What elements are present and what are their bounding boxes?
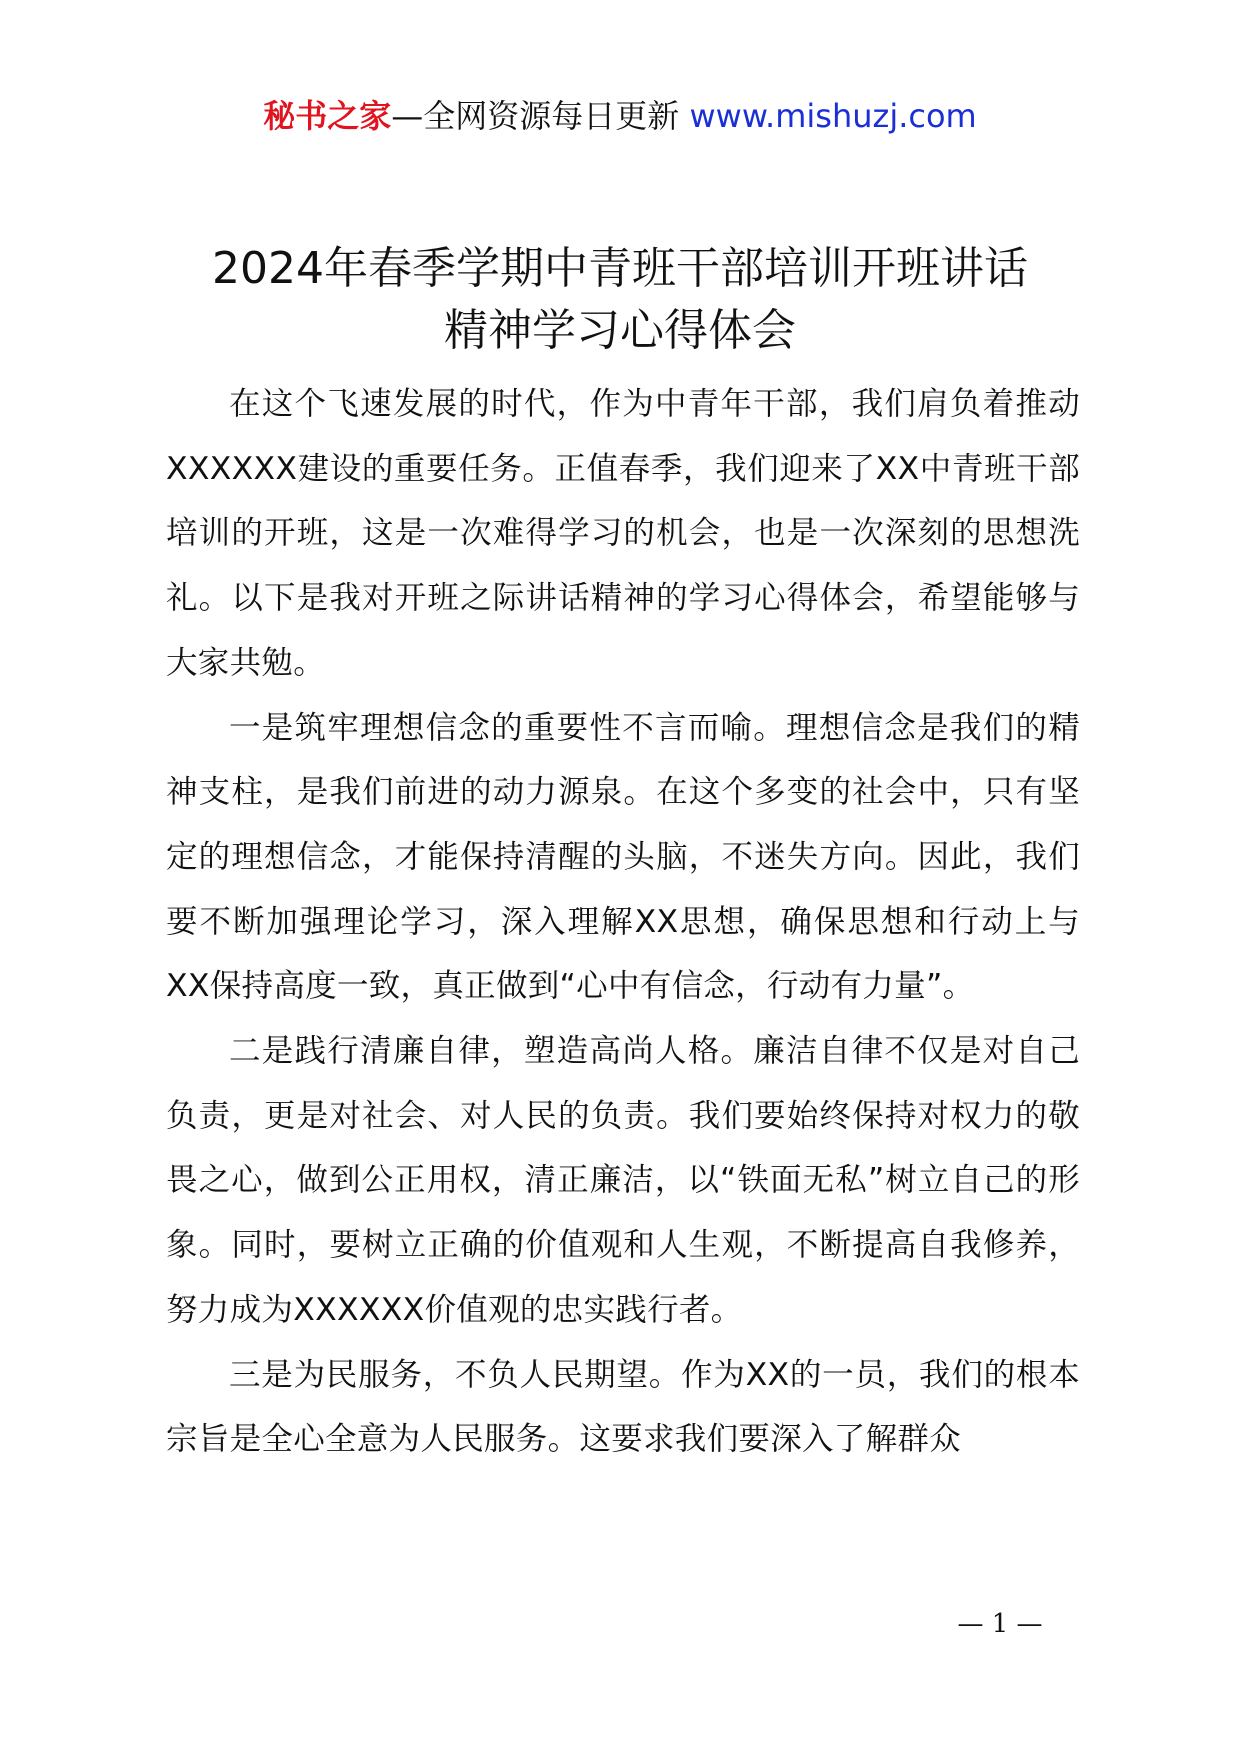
site-brand: 秘书之家	[263, 97, 392, 135]
paragraph-point-2: 二是践行清廉自律，塑造高尚人格。廉洁自律不仅是对自己负责，更是对社会、对人民的负责。我们要始终保持对权力的敬畏之心，做到公正用权，清正廉洁，以“铁面无私”树立自己的形象。同时，要树立正确的价值观和人生观，不断提高自我修养，努力成为XXXXXX价值观的忠实践行者。	[166, 1033, 1080, 1328]
paragraph-point-1: 一是筑牢理想信念的重要性不言而喻。理想信念是我们的精神支柱，是我们前进的动力源泉。在这个多变的社会中，只有坚定的理想信念，才能保持清醒的头脑，不迷失方向。因此，我们要不断加强理论学习，深入理解XX思想，确保思想和行动上与XX保持高度一致，真正做到“心中有信念，行动有力量”。	[166, 709, 1080, 1005]
site-header	[0, 96, 1240, 136]
title-line-2: 精神学习心得体会	[444, 305, 796, 356]
title-line-1: 2024年春季学期中青班干部培训开班讲话	[212, 243, 1028, 294]
site-tagline: —全网资源每日更新	[391, 97, 690, 135]
page-number: — 1 —	[957, 1609, 1043, 1639]
site-url-link[interactable]: www.mishuzj.com	[689, 97, 977, 135]
document-body	[166, 372, 1080, 1472]
paragraph-point-3: 三是为民服务，不负人民期望。作为XX的一员，我们的根本宗旨是全心全意为人民服务。这要求我们要深入了解群众	[166, 1356, 1080, 1458]
document-title	[0, 238, 1240, 362]
paragraph-intro: 在这个飞速发展的时代，作为中青年干部，我们肩负着推动XXXXXX建设的重要任务。正值春季，我们迎来了XX中青班干部培训的开班，这是一次难得学习的机会，也是一次深刻的思想洗礼。以下是我对开班之际讲话精神的学习心得体会，希望能够与大家共勉。	[166, 386, 1080, 681]
